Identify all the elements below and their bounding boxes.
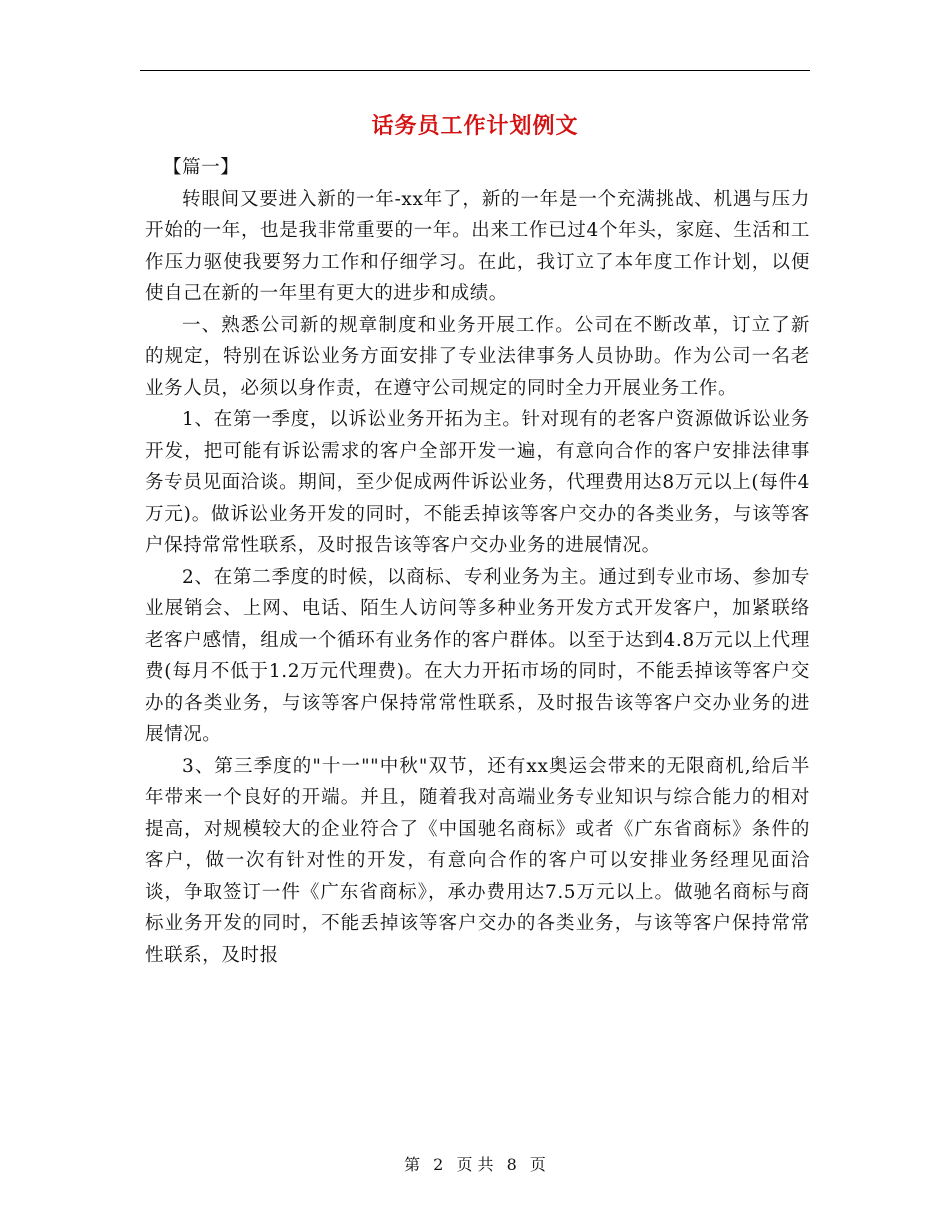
paragraph-intro: 转眼间又要进入新的一年-xx年了，新的一年是一个充满挑战、机遇与压力开始的一年，也是我非常重要的一年。出来工作已过4个年头，家庭、生活和工作压力驱使我要努力工作和仔细学习。在此，我订立了本年度工作计划，以便使自己在新的一年里有更大的进步和成绩。 <box>145 188 810 304</box>
footer-middle: 页 共 <box>456 1155 494 1174</box>
document-body <box>145 152 810 971</box>
footer-current-page: 2 <box>433 1155 444 1174</box>
footer-prefix: 第 <box>404 1155 421 1174</box>
page-footer <box>0 1153 950 1177</box>
paragraph-point-one: 一、熟悉公司新的规章制度和业务开展工作。公司在不断改革，订立了新的规定，特别在诉讼业务方面安排了专业法律事务人员协助。作为公司一名老业务人员，必须以身作责，在遵守公司规定的同时全力开展业务工作。 <box>145 314 810 399</box>
footer-total-pages: 8 <box>506 1155 517 1174</box>
document-title: 话务员工作计划例文 <box>371 113 579 139</box>
header-rule <box>140 70 810 71</box>
paragraph-quarter-two: 2、在第二季度的时候，以商标、专利业务为主。通过到专业市场、参加专业展销会、上网、电话、陌生人访问等多种业务开发方式开发客户，加紧联络老客户感情，组成一个循环有业务作的客户群体。以至于达到4.8万元以上代理费(每月不低于1.2万元代理费)。在大力开拓市场的同时，不能丢掉该等客户交办的各类业务，与该等客户保持常常性联系，及时报告该等客户交办业务的进展情况。 <box>145 566 810 745</box>
footer-suffix: 页 <box>529 1155 546 1174</box>
paragraph-quarter-three: 3、第三季度的"十一""中秋"双节，还有xx奥运会带来的无限商机,给后半年带来一个良好的开端。并且，随着我对高端业务专业知识与综合能力的相对提高，对规模较大的企业符合了《中国驰名商标》或者《广东省商标》条件的客户，做一次有针对性的开发，有意向合作的客户可以安排业务经理见面洽谈，争取签订一件《广东省商标》，承办费用达7.5万元以上。做驰名商标与商标业务开发的同时，不能丢掉该等客户交办的各类业务，与该等客户保持常常性联系，及时报 <box>145 755 810 966</box>
paragraph-quarter-one: 1、在第一季度，以诉讼业务开拓为主。针对现有的老客户资源做诉讼业务开发，把可能有诉讼需求的客户全部开发一遍，有意向合作的客户安排法律事务专员见面洽谈。期间，至少促成两件诉讼业务，代理费用达8万元以上(每件4万元)。做诉讼业务开发的同时，不能丢掉该等客户交办的各类业务，与该等客户保持常常性联系，及时报告该等客户交办业务的进展情况。 <box>145 409 810 556</box>
section-heading: 【篇一】 <box>163 157 240 178</box>
